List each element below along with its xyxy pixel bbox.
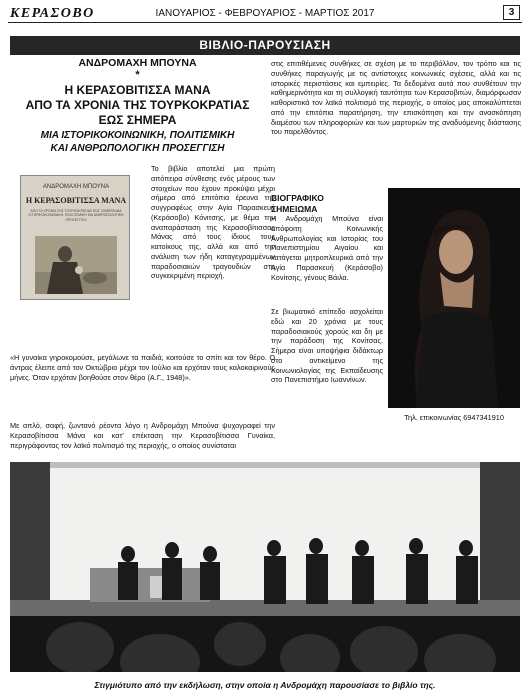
bio-heading-line-2: ΣΗΜΕΙΩΜΑ <box>271 203 318 214</box>
event-photo-image <box>10 462 520 672</box>
cover-photo-image <box>35 236 117 294</box>
cover-title: Η ΚΕΡΑΣΟΒΙΤΙΣΣΑ ΜΑΝΑ <box>25 196 127 205</box>
newspaper-brand: ΚΕΡΑΣΟΒΟ <box>10 6 95 21</box>
article-subtitle <box>10 130 265 155</box>
author-portrait-image <box>388 188 520 408</box>
subtitle-line-1: ΜΙΑ ΙΣΤΟΡΙΚΟΚΟΙΝΩΝΙΚΗ, ΠΟΛΙΤΙΣΜΙΚΗ <box>40 130 235 141</box>
section-banner: ΒΙΒΛΙΟ-ΠΑΡΟΥΣΙΑΣΗ <box>10 36 520 55</box>
article-paragraph-4: στις επιτιθέμενες συνθήκες σε σχέση με το περιβάλλον, τον τρόπο και τις συνθήκες παραγωγής με τις αντίστοιχες κοινωνικές σχέσεις, αλλά και τις ιστορικές περιστάσεις και εμπειρίες. Τα δεδομένα αυτά που συνθέτουν την καθημερινότητα και τη συλλογική ταυτότητα των Κερασοβιτών, διαμόρφωσαν καθοριστικά τον λαϊκό πολιτισμό της περιοχής, ο οποίος μας αποκαλύπτεται από την επιτόπια παρατήρηση, την επισκόπηση και την ανασκόπηση διαμέσου των πληροφοριών και των μαρτυριών της αναδυόμενης διάστασης του παρελθόντος. <box>271 59 521 137</box>
bio-heading <box>271 193 381 214</box>
photo-caption: Στιγμιότυπο από την εκδήλωση, στην οποία η Ανδρομάχη παρουσίασε το βιβλίο της. <box>94 680 436 690</box>
page-number: 3 <box>503 5 520 20</box>
bio-heading-line-1: ΒΙΟΓΡΑΦΙΚΟ <box>271 193 324 203</box>
title-line-3: ΕΩΣ ΣΗΜΕΡΑ <box>98 113 177 127</box>
article-paragraph-1: Το βιβλίο αποτελεί μια πρώτη απόπειρα σύνθεσης ενός μέρους των στοιχείων που έχουν προκύψει μέχρι σήμερα από επιτόπια έρευνα της συγγραφέως στην Αγία Παρασκευή (Κεράσοβο) Κόνιτσης, με θέμα την αναπαράσταση της Κερασοβίτισσας Μάνας από τους ίδιους τους κατοίκους της, αλλά και από την ανάλυση των ήδη καταγεγραμμένων παραδοσιακών τραγουδιών στη συγκεκριμένη περιοχή. <box>151 164 275 281</box>
contact-phone: Τηλ. επικοινωνίας 6947341910 <box>404 413 504 422</box>
cover-subtitle: ΑΠΟ ΤΑ ΧΡΟΝΙΑ ΤΗΣ ΤΟΥΡΚΟΚΡΑΤΙΑΣ ΕΩΣ ΣΗΜΕΡΑ ΜΙΑ ΙΣΤΟΡΙΚΟΚΟΙΝΩΝΙΚΗ, ΠΟΛΙΤΙΣΜΙΚΗ ΚΑΙ ΑΝΘΡΩΠΟΛΟΓΙΚΗ ΠΡΟΣΕΓΓΙΣΗ <box>28 209 124 222</box>
event-photo <box>10 462 520 672</box>
article-paragraph-2: «Η γυναίκα γηροκομούσε, μεγάλωνε τα παιδιά, κοιτούσε το σπίτι και τον θέρο. Ο άντρας έλειπε από τον Οκτώβριο μέχρι τον Ιούλιο και ερχόταν τους καλοκαιρινούς μήνες. Όταν ερχόταν βοηθούσε στον θέρο (Α.Γ., 1948)». <box>10 353 275 382</box>
article-paragraph-3: Με απλό, σαφή, ζωντανό ρέοντα λόγο η Ανδρομάχη Μπούνα ψυχογραφεί την Κερασοβίτισσα Μάνα και κατ' επέκταση την Κερασοβίτισσα Γυναίκα, περιγράφοντας τον λαϊκό πολιτισμό της περιοχής, ο οποίος συνίσταται <box>10 421 275 450</box>
page-header <box>8 5 522 23</box>
bio-text-2: Σε βιωματικό επίπεδο ασχολείται εδώ και 20 χρόνια με τους παραδοσιακούς χορούς και δη με την παράδοση της Κονίτσας. Σήμερα είναι υποψήφια διδάκτωρ στο αντικείμενο της Κοινωνιολογίας της Εκπαίδευσης στο Πανεπιστήμιο Ιωαννίνων. <box>271 307 383 385</box>
author-portrait <box>388 188 520 408</box>
article-title <box>10 83 265 128</box>
title-line-2: ΑΠΟ ΤΑ ΧΡΟΝΙΑ ΤΗΣ ΤΟΥΡΚΟΚΡΑΤΙΑΣ <box>25 98 250 112</box>
cover-photo <box>35 236 117 294</box>
bio-text-1: Η Ανδρομάχη Μπούνα είναι απόφοιτη Κοινωνικής Ανθρωπολογίας και Ιστορίας του Πανεπιστημίου Αιγαίου και κατάγεται μητροπλευρικά από την Αγία Παρασκευή (Κεράσοβο) Κονίτσης, γένους Βάιλα. <box>271 214 383 282</box>
separator-star: * <box>135 69 140 81</box>
cover-author: ΑΝΔΡΟΜΑΧΗ ΜΠΟΥΝΑ <box>42 184 110 190</box>
subtitle-line-2: ΚΑΙ ΑΝΘΡΩΠΟΛΟΓΙΚΗ ΠΡΟΣΕΓΓΙΣΗ <box>50 142 225 154</box>
title-line-1: Η ΚΕΡΑΣΟΒΙΤΙΣΣΑ ΜΑΝΑ <box>64 83 211 97</box>
article-author: ΑΝΔΡΟΜΑΧΗ ΜΠΟΥΝΑ <box>78 57 197 69</box>
issue-date: ΙΑΝΟΥΑΡΙΟΣ - ΦΕΒΡΟΥΑΡΙΟΣ - ΜΑΡΤΙΟΣ 2017 <box>155 8 375 19</box>
book-cover <box>20 175 130 300</box>
